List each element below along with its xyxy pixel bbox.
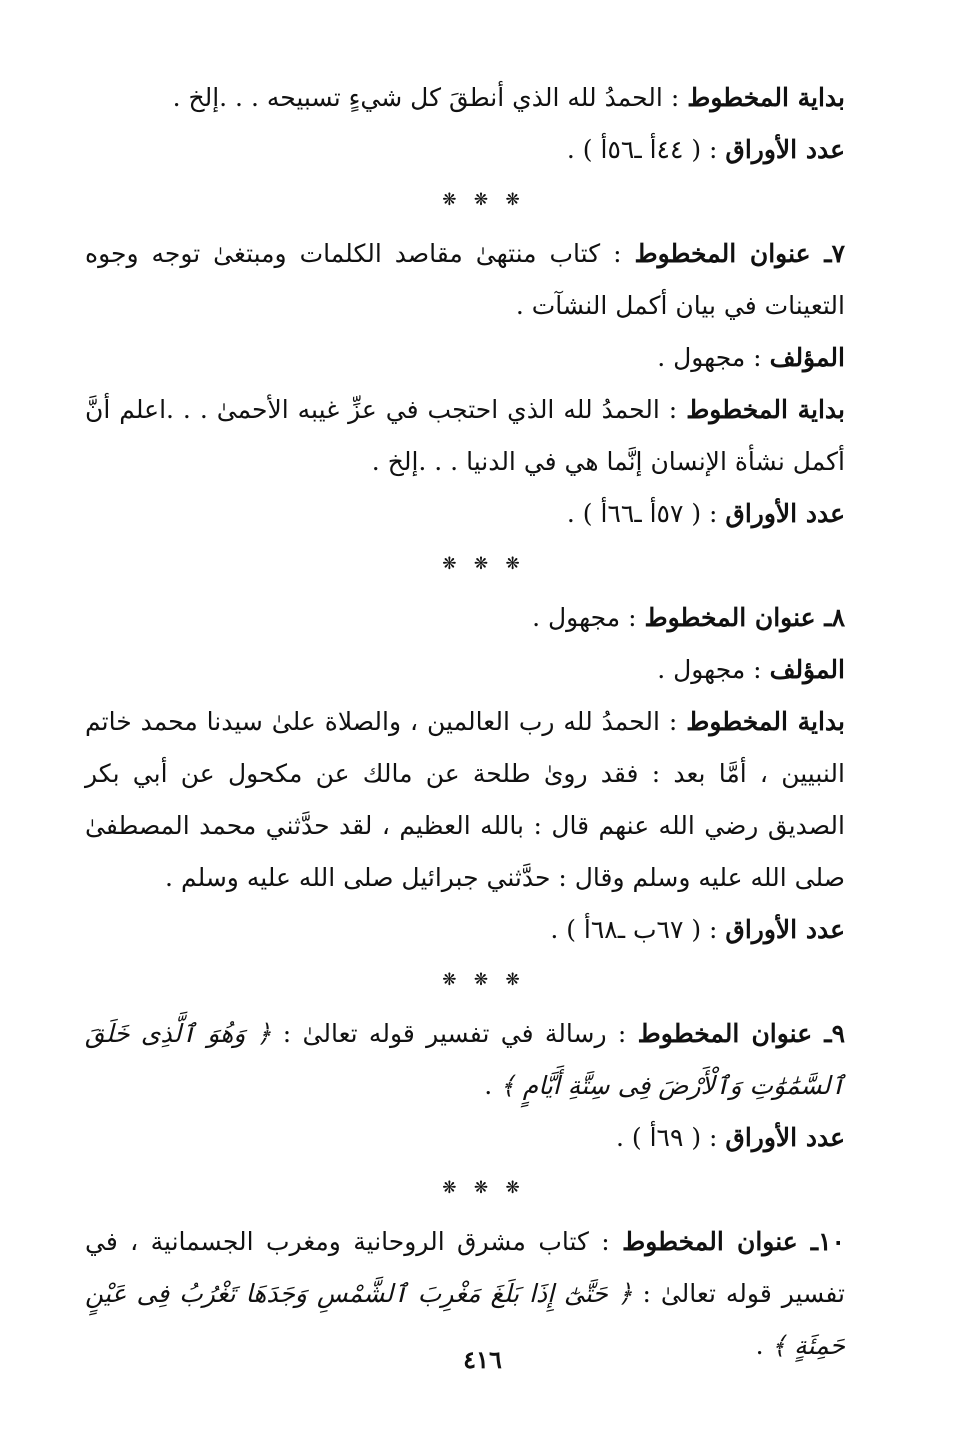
folios-label: عدد الأوراق [725, 1123, 845, 1152]
opening-text: : الحمدُ لله الذي احتجب في عزِّ غيبه الأحمىٰ . . .اعلم أنَّ أكمل نشأة الإنسان إنَّما هي في الدنيا . . .إلخ . [85, 395, 845, 476]
entry7-folios [85, 488, 883, 540]
quran-verse: ﴿ حَتَّىٰٓ إِذَا بَلَغَ مَغْرِبَ ٱلشَّمْسِ وَجَدَهَا تَغْرُبُ فِى عَيْنٍ حَمِئَةٍ ﴾ [85, 1279, 845, 1360]
title-label: ٨ـ عنوان المخطوط [644, 603, 845, 632]
opening-text: : الحمدُ لله رب العالمين ، والصلاة علىٰ سيدنا محمد خاتم النبيين ، أمَّا بعد : فقد روىٰ طلحة عن مالك عن مكحول عن أبي بكر الصديق رضي الله عنهم قال : بالله العظيم ، لقد حدَّثني محمد المصطفىٰ صلى الله عليه وسلم وقال : حدَّثني جبرائيل صلى الله عليه وسلم . [85, 707, 845, 892]
author-label: المؤلف [769, 343, 845, 372]
entry8-folios [85, 904, 883, 956]
folios-text: : ( ٥٧أ ـ٦٦أ ) . [566, 499, 718, 528]
title-end: . [484, 1071, 493, 1100]
title-text: : كتاب منتهىٰ مقاصد الكلمات ومبتغىٰ توجه وجوه التعينات في بيان أكمل النشآت . [85, 239, 845, 320]
page-body [85, 72, 883, 1372]
entry8-opening [85, 696, 883, 904]
entry9-title [85, 1008, 883, 1112]
title-text: : كتاب مشرق الروحانية ومغرب الجسمانية ، في تفسير قوله تعالىٰ : [85, 1227, 845, 1308]
folios-label: عدد الأوراق [725, 915, 845, 944]
author-text: : مجهول . [657, 655, 762, 684]
entry6-folios [85, 124, 883, 176]
entry6-opening [85, 72, 883, 124]
entry7-title [85, 228, 883, 332]
entry9-folios [85, 1112, 883, 1164]
author-label: المؤلف [769, 655, 845, 684]
separator: ❋ ❋ ❋ [442, 554, 526, 574]
folios-label: عدد الأوراق [725, 135, 845, 164]
title-text: : رسالة في تفسير قوله تعالىٰ : [282, 1019, 627, 1048]
folios-text: : ( ٦٧ب ـ٦٨أ ) . [550, 915, 718, 944]
opening-label: بداية المخطوط [687, 83, 845, 112]
quran-verse: ﴿ وَهُوَ ٱلَّذِى خَلَقَ ٱلسَّمَٰوَٰتِ وَٱلْأَرْضَ فِى سِتَّةِ أَيَّامٍ ﴾ [85, 1019, 845, 1100]
title-label: ٧ـ عنوان المخطوط [634, 239, 846, 268]
folios-label: عدد الأوراق [725, 499, 845, 528]
separator: ❋ ❋ ❋ [442, 1178, 526, 1198]
separator: ❋ ❋ ❋ [442, 970, 526, 990]
entry7-opening [85, 384, 883, 488]
folios-text: : ( ٤٤أ ـ٥٦أ ) . [566, 135, 718, 164]
author-text: : مجهول . [657, 343, 762, 372]
opening-text: : الحمدُ لله الذي أنطقَ كل شيءٍ تسبيحه . . .إلخ . [172, 83, 680, 112]
title-end: . [755, 1331, 764, 1360]
entry8-title [85, 592, 883, 644]
title-label: ٩ـ عنوان المخطوط [637, 1019, 845, 1048]
opening-label: بداية المخطوط [686, 707, 845, 736]
opening-label: بداية المخطوط [686, 395, 845, 424]
entry7-author [85, 332, 883, 384]
separator: ❋ ❋ ❋ [442, 190, 526, 210]
folios-text: : ( ٦٩أ ) . [615, 1123, 718, 1152]
title-text: : مجهول . [532, 603, 637, 632]
page-number: ٤١٦ [463, 1345, 502, 1374]
entry8-author [85, 644, 883, 696]
title-label: ١٠ـ عنوان المخطوط [622, 1227, 845, 1256]
